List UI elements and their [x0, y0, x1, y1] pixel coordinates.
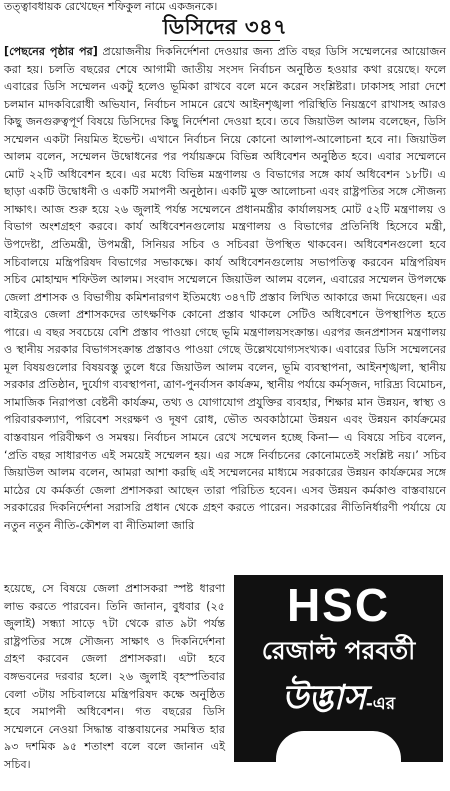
- article-body-continued: [4, 580, 225, 771]
- article-body: [4, 43, 446, 580]
- article-body-continued-text: হয়েছে, সে বিষয়ে জেলা প্রশাসকরা স্পষ্ট ধারণা লাভ করতে পারবেন। তিনি জানান, বুধবার (২৫ জুলাই) সন্ধ্যা সাড়ে ৭টা থেকে রাত ৯টা পর্যন্ত রাষ্ট্রপতির সঙ্গে সৌজন্য সাক্ষাৎ ও দিকনির্দেশনা গ্রহণ করবেন জেলা প্রশাসকরা। এটা হবে বঙ্গভবনের দরবার হলে। ২৬ জুলাই বৃহস্পতিবার বেলা ৩টায় সচিবালয়ে মন্ত্রিপরিষদ কক্ষে অনুষ্ঠিত হবে সমাপনী অধিবেশন। গত বছরের ডিসি সম্মেলনে নেওয়া সিদ্ধান্ত বাস্তবায়নের সমন্বিত হার ৯৩ দশমিক ৯৫ শতাংশ বলে বলে জানান এই সচিব।: [4, 582, 225, 771]
- article-body-text: প্রয়োজনীয় দিকনির্দেশনা দেওয়ার জন্য প্রতি বছর ডিসি সম্মেলনের আয়োজন করা হয়। চলতি বছরের শেষে আগামী জাতীয় সংসদ নির্বাচন অনুষ্ঠিত হওয়ার কথা রয়েছে। ফলে এবারের ডিসি সম্মেলন একটু হলেও ভূমিকা রাখবে বলে মনে করেন সংশ্লিষ্টরা। ঢাকাসহ সারা দেশে চলমান মাদকবিরোধী অভিযান, নির্বাচন সামনে রেখে আইনশৃঙ্খলা পরিস্থিতি নিয়ন্ত্রণে রাখাসহ আরও কিছু জনগুরুত্বপূর্ণ বিষয়ে ডিসিদের কিছু নির্দেশনা দেওয়া হবে। তবে জিয়াউল আলম বলেছেন, ডিসি সম্মেলন একটা নিয়মিত ইভেন্ট। এখানে নির্বাচন নিয়ে কোনো আলাপ-আলোচনা হবে না। জিয়াউল আলম বলেন, সম্মেলন উদ্বোধনের পর পর্যায়ক্রমে বিভিন্ন অধিবেশন অনুষ্ঠিত হবে। এবার সম্মেলনে মোট ২২টি অধিবেশন হবে। এর মধ্যে বিভিন্ন মন্ত্রণালয় ও বিভাগের সঙ্গে কার্য অধিবেশন ১৮টি। এ ছাড়া একটি উদ্বোধনী ও একটি সমাপনী অনুষ্ঠান। একটি মুক্ত আলোচনা এবং রাষ্ট্রপতির সঙ্গে সৌজন্য সাক্ষাৎ। আজ শুরু হয়ে ২৬ জুলাই পর্যন্ত সম্মেলনে প্রধানমন্ত্রীর কার্যালয়সহ মোট ৫২টি মন্ত্রণালয় ও বিভাগ অংশগ্রহণ করবে। কার্য অধিবেশনগুলোয় মন্ত্রণালয় ও বিভাগের প্রতিনিধি হিসেবে মন্ত্রী, উপদেষ্টা, প্রতিমন্ত্রী, উপমন্ত্রী, সিনিয়র সচিব ও সচিবরা উপস্থিত থাকবেন। অধিবেশনগুলো হবে সচিবালয়ে মন্ত্রিপরিষদ বিভাগের সভাকক্ষে। কার্য অধিবেশনগুলোয় সভাপতিত্ব করবেন মন্ত্রিপরিষদ সচিব মোহাম্মদ শফিউল আলম। সংবাদ সম্মেলনে জিয়াউল আলম বলেন, এবারের সম্মেলন উপলক্ষে জেলা প্রশাসক ও বিভাগীয় কমিশনারগণ ইতিমধ্যে ৩৪৭টি প্রস্তাব লিখিত আকারে জমা দিয়েছেন। এর বাইরেও জেলা প্রশাসকদের তাৎক্ষণিক কোনো প্রস্তাব থাকলে সেটিও অধিবেশনে উপস্থাপিত হতে পারে। এ বছর সবচেয়ে বেশি প্রস্তাব পাওয়া গেছে ভূমি মন্ত্রণালয়সংক্রান্ত। এরপর জনপ্রশাসন মন্ত্রণালয় ও স্থানীয় সরকার বিভাগসংক্রান্ত প্রস্তাবও পাওয়া গেছে উল্লেখযোগ্যসংখ্যক। এবারের ডিসি সম্মেলনের মূল বিষয়গুলোর বিষয়বস্তু তুলে ধরে জিয়াউল আলম বলেন, ভূমি ব্যবস্থাপনা, আইনশৃঙ্খলা, স্থানীয় সরকার প্রতিষ্ঠান, দুর্যোগ ব্যবস্থাপনা, ত্রাণ-পুনর্বাসন কার্যক্রম, স্থানীয় পর্যায়ে কর্মসৃজন, দারিদ্র্য বিমোচন, সামাজিক নিরাপত্তা বেষ্টনী কার্যক্রম, তথ্য ও যোগাযোগ প্রযুক্তির ব্যবহার, শিক্ষার মান উন্নয়ন, স্বাস্থ্য ও পরিবারকল্যাণ, পরিবেশ সংরক্ষণ ও দূষণ রোধ, ভৌত অবকাঠামো উন্নয়ন এবং উন্নয়ন কার্যক্রমের বাস্তবায়ন পরিবীক্ষণ ও সমন্বয়। নির্বাচন সামনে রেখে সম্মেলন হচ্ছে কিনা— এ বিষয়ে সচিব বলেন, ‘প্রতি বছর সাধারণত এই সময়েই সম্মেলন হয়। এর সঙ্গে নির্বাচনের কোনোমতেই সংশ্লিষ্ট নয়।’ সচিব জিয়াউল আলম বলেন, আমরা আশা করছি এই সম্মেলনের মাধ্যমে সরকারের উন্নয়ন কার্যক্রমের সঙ্গে মাঠের যে কর্মকর্তা জেলা প্রশাসকরা আছেন তারা পরিচিত হবেন। এসব উন্নয়ন কর্মকাণ্ড বাস্তবায়নে সরকারের দিকনির্দেশনা সরাসরি প্রধান থেকে গ্রহণ করতে পারেন। সরকারের নীতিনির্ধারণী পর্যায়ে যে নতুন নতুন নীতি-কৌশল বা নীতিমালা জারি: [4, 45, 446, 532]
- headline-underline: [170, 40, 280, 41]
- advertisement-box[interactable]: [234, 575, 443, 762]
- ad-subtitle: রেজাল্ট পরবর্তী: [261, 636, 416, 665]
- ad-title-hsc: HSC: [286, 579, 391, 631]
- ad-brand-name: উদ্ভাস: [281, 678, 366, 718]
- article-lead-tag: [পেছনের পৃষ্ঠার পর]: [4, 45, 98, 58]
- ad-brand-line: [234, 675, 443, 727]
- previous-article-last-line: তত্ত্বাবধায়ক রেখেছেন শফিকুল নামে একজনকে।: [4, 0, 218, 13]
- ad-bottom-shape: [276, 731, 401, 791]
- ad-brand-suffix: -এর: [365, 694, 396, 714]
- article-headline: ডিসিদের ৩৪৭: [162, 14, 288, 39]
